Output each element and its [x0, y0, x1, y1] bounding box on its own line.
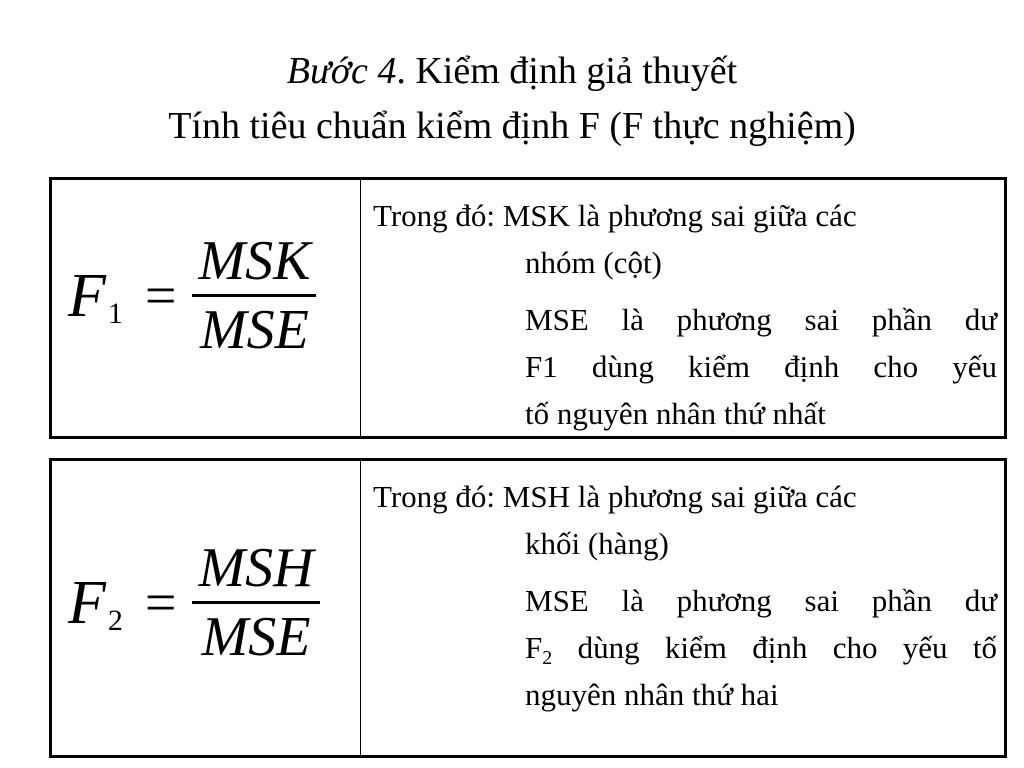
desc-line: Trong đó: MSK là phương sai giữa các	[373, 198, 857, 233]
step-text: . Kiểm định giả thuyết	[396, 50, 738, 92]
equals-sign: =	[144, 264, 177, 327]
desc-line: MSE là phương sai phần dư	[525, 302, 997, 337]
formula-subscript: 2	[107, 603, 123, 637]
fraction-bar	[192, 601, 319, 604]
fraction-denominator: MSE	[200, 299, 309, 361]
fraction-bar	[192, 294, 316, 297]
slide-subtitle: Tính tiêu chuẩn kiểm định F (F thực nghiệm)	[168, 105, 856, 147]
description-cell-f1	[361, 180, 1004, 436]
desc-line: khối (hàng)	[525, 526, 669, 561]
step-label: Bước 4	[286, 50, 397, 92]
fraction-denominator: MSE	[201, 606, 311, 668]
fraction-numerator: MSH	[198, 537, 314, 599]
desc-f-subscript: 2	[542, 647, 553, 669]
formula-subscript: 1	[107, 296, 123, 330]
desc-line: nguyên nhân thứ hai	[525, 677, 779, 712]
description-cell-f2	[361, 461, 1004, 755]
desc-line-rest: dùng kiểm định cho yếu tố	[552, 630, 997, 665]
fraction	[192, 232, 316, 359]
desc-f-letter: F	[525, 630, 543, 665]
formula-box-f1	[49, 177, 1007, 439]
formula-letter: F	[68, 261, 106, 330]
desc-line: nhóm (cột)	[525, 245, 662, 280]
formula-cell-f1	[52, 180, 361, 436]
fraction-numerator: MSK	[198, 230, 311, 292]
desc-line: MSE là phương sai phần dư	[525, 583, 997, 618]
desc-line: F1 dùng kiểm định cho yếu	[525, 349, 997, 384]
equals-sign: =	[144, 571, 177, 634]
formula-cell-f2	[52, 461, 361, 755]
fraction	[192, 539, 319, 666]
desc-line: Trong đó: MSH là phương sai giữa các	[373, 479, 857, 514]
formula-box-f2	[49, 458, 1007, 758]
formula-f1	[68, 232, 316, 359]
formula-f2	[68, 539, 320, 666]
slide-title	[0, 49, 1024, 93]
desc-line: tố nguyên nhân thứ nhất	[525, 396, 826, 431]
formula-letter: F	[68, 568, 106, 637]
